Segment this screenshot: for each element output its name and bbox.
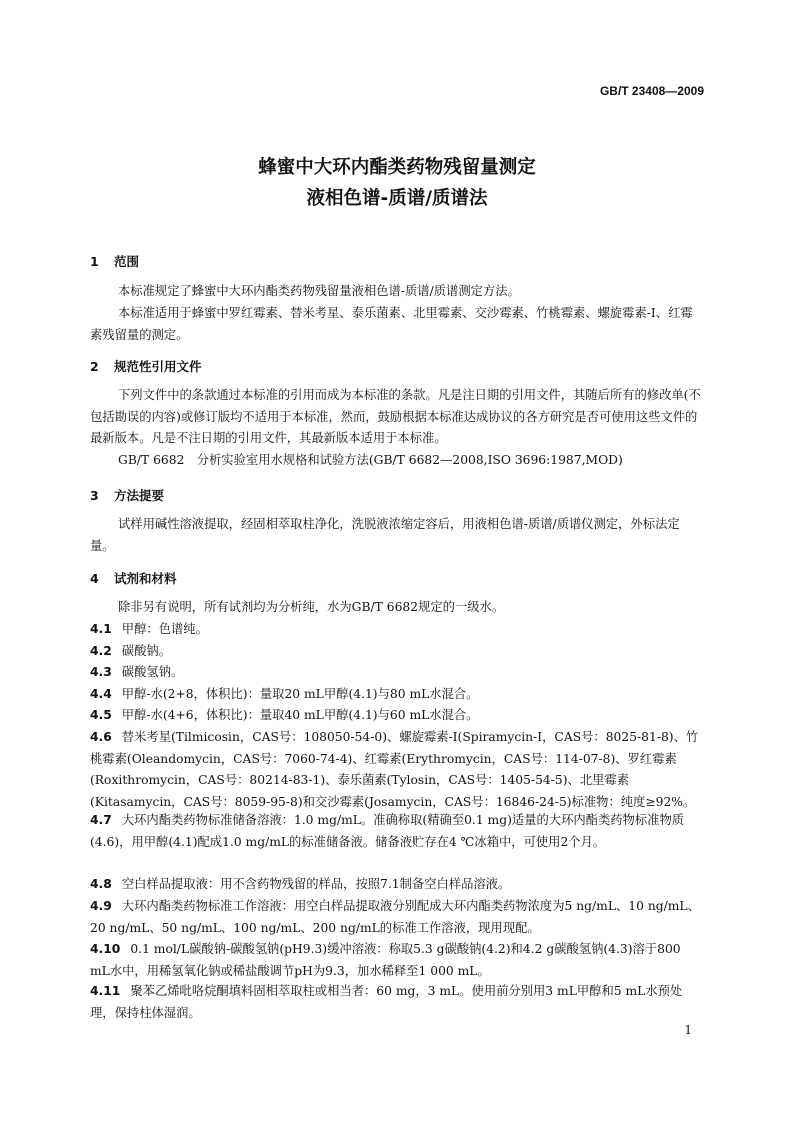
paragraph: 本标准适用于蜂蜜中罗红霉素、替米考星、泰乐菌素、北里霉素、交沙霉素、竹桃霉素、螺旋霉素-Ⅰ、红霉素残留量的测定。 [90, 306, 693, 342]
section-heading [90, 569, 177, 587]
list-item: 4.6 替米考星(Tilmicosin，CAS号：108050-54-0)、螺旋霉素-Ⅰ(Spiramycin-Ⅰ，CAS号：8025-81-8)、竹桃霉素(Oleandomycin，CAS号：7060-74-4)、红霉素(Erythromycin，CAS号：114-07-8)、罗红霉素(Roxithromycin，CAS号：80214-83-1)、泰乐菌素(Tylosin，CAS号：1405-54-5)、北里霉素(Kitasamycin，CAS号：8059-95-8)和交沙霉素(Josamycin，CAS号：16846-24-5)标准物：纯度≥92%。 [90, 730, 699, 809]
paragraph: GB/T 6682 分析实验室用水规格和试验方法(GB/T 6682—2008,ISO 3696:1987,MOD) [118, 453, 623, 467]
section-title: 方法提要 [114, 488, 165, 503]
section-heading [90, 357, 202, 375]
section-number: 3 [90, 488, 99, 503]
section-title: 范围 [114, 254, 140, 269]
section-title: 试剂和材料 [114, 571, 177, 586]
standard-number: GB/T 23408—2009 [599, 84, 704, 98]
list-item: 4.7 大环内酯类药物标准储备溶液：1.0 mg/mL。准确称取(精确至0.1 mg)适量的大环内酯类药物标准物质(4.6)，用甲醇(4.1)配成1.0 mg/mL的标准储备液。储备液贮存在4 ℃冰箱中，可使用2个月。 [90, 813, 685, 849]
page-number: 1 [684, 1023, 692, 1037]
section-number: 1 [90, 254, 99, 269]
section-heading [90, 486, 164, 504]
list-item: 4.11 聚苯乙烯吡咯烷酮填料固相萃取柱或相当者：60 mg，3 mL。使用前分别用3 mL甲醇和5 mL水预处理，保持柱体湿润。 [90, 984, 683, 1020]
document-title: 蜂蜜中大环内酯类药物残留量测定 [258, 157, 536, 178]
section-heading [90, 252, 139, 270]
paragraph: 试样用碱性溶液提取，经固相萃取柱净化，洗脱液浓缩定容后，用液相色谱-质谱/质谱仪测定，外标法定量。 [90, 517, 680, 553]
list-item: 4.8 空白样品提取液：用不含药物残留的样品，按照7.1制备空白样品溶液。 [90, 877, 511, 891]
document-subtitle: 液相色谱-质谱/质谱法 [306, 188, 488, 209]
list-item: 4.3 碳酸氢钠。 [90, 665, 184, 679]
paragraph: 本标准规定了蜂蜜中大环内酯类药物残留量液相色谱-质谱/质谱测定方法。 [118, 284, 520, 298]
list-item: 4.2 碳酸钠。 [90, 644, 171, 658]
list-item: 4.9 大环内酯类药物标准工作溶液：用空白样品提取液分别配成大环内酯类药物浓度为5 ng/mL、10 ng/mL、20 ng/mL、50 ng/mL、100 ng/mL、200 ng/mL的标准工作溶液，现用现配。 [90, 899, 700, 935]
section-title: 规范性引用文件 [114, 359, 202, 374]
list-item: 4.10 0.1 mol/L碳酸钠-碳酸氢钠(pH9.3)缓冲溶液：称取5.3 g碳酸钠(4.2)和4.2 g碳酸氢钠(4.3)溶于800 mL水中，用稀氢氧化钠或稀盐酸调节pH为9.3，加水稀释至1 000 mL。 [90, 942, 681, 978]
paragraph: 下列文件中的条款通过本标准的引用而成为本标准的条款。凡是注日期的引用文件，其随后所有的修改单(不包括勘误的内容)或修订版均不适用于本标准，然而，鼓励根据本标准达成协议的各方研究是否可使用这些文件的最新版本。凡是不注日期的引用文件，其最新版本适用于本标准。 [90, 388, 701, 445]
section-number: 2 [90, 359, 99, 374]
section-number: 4 [90, 571, 99, 586]
list-item: 4.1 甲醇：色谱纯。 [90, 622, 208, 636]
paragraph: 除非另有说明，所有试剂均为分析纯，水为GB/T 6682规定的一级水。 [118, 600, 505, 614]
list-item: 4.5 甲醇-水(4+6，体积比)：量取40 mL甲醇(4.1)与60 mL水混合。 [90, 708, 479, 722]
list-item: 4.4 甲醇-水(2+8，体积比)：量取20 mL甲醇(4.1)与80 mL水混合。 [90, 687, 479, 701]
